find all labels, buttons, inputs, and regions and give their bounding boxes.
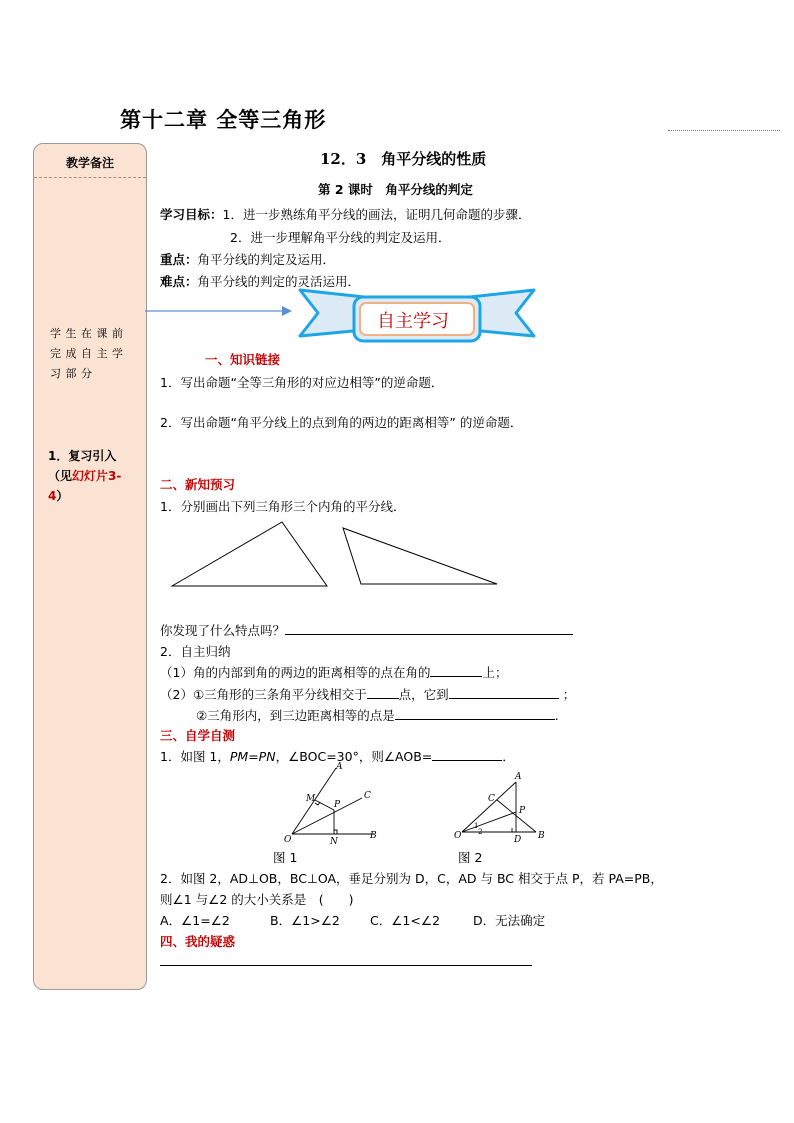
summary-1-text-b: 上；: [482, 665, 508, 680]
summary-2-blank-b[interactable]: [449, 686, 559, 699]
fig2-label-d: D: [514, 835, 522, 845]
fig2-label-p: P: [519, 806, 526, 816]
key-point-text: 角平分线的判定及运用．: [197, 252, 336, 267]
sidebar-title: 教学备注: [65, 156, 114, 170]
figure-2: [452, 768, 552, 850]
summary-2-text-c: ；: [562, 687, 576, 702]
part2-found-question: [160, 621, 573, 639]
q1-condition-2: ，∠BOC=30°，则∠AOB=: [275, 749, 433, 764]
part2-question-2: 2．自主归纳: [160, 644, 231, 659]
summary-2-blank-a[interactable]: [367, 686, 399, 699]
fig1-label-m: M: [306, 794, 316, 804]
summary-3-blank[interactable]: [395, 707, 555, 720]
right-angle-n: [334, 830, 337, 834]
objective-1: 1．进一步熟练角平分线的画法，证明几何命题的步骤．: [222, 207, 531, 222]
section-title: 12．3 角平分线的性质: [320, 150, 487, 168]
fig1-label-a: A: [336, 762, 343, 772]
fig1-label-p: P: [334, 800, 341, 810]
summary-1-blank[interactable]: [430, 664, 482, 677]
summary-line-2: [160, 685, 575, 703]
option-b[interactable]: B．∠1>∠2: [270, 913, 340, 928]
fig2-label-c: C: [488, 794, 495, 804]
fig2-label-2: 2: [478, 828, 483, 836]
sidebar-note: 学生在课前完成自主学习部分: [50, 327, 128, 380]
summary-3-text-a: ②三角形内，到三边距离相等的点是: [196, 708, 395, 723]
lesson-title: 第 2 课时 角平分线的判定: [318, 182, 473, 197]
q1-condition-1: PM=PN: [229, 749, 276, 764]
figure-1-caption: 图 1: [273, 850, 298, 865]
ray-oc: [292, 798, 362, 834]
segment-oa: [462, 782, 516, 832]
objectives-label: 学习目标：: [160, 207, 223, 222]
summary-1-text-a: （1）角的内部到角的两边的距离相等的点在角的: [160, 665, 431, 680]
summary-3-text-b: .: [554, 708, 559, 723]
segment-op: [462, 812, 516, 832]
summary-line-1: [160, 663, 507, 681]
summary-line-3: [196, 706, 559, 724]
chapter-title: 第十二章 全等三角形: [120, 107, 327, 132]
doubts-answer-line[interactable]: [160, 965, 532, 966]
segment-bc: [497, 800, 536, 832]
sidebar-review-slides: 幻灯片3-4: [48, 469, 122, 503]
summary-2-text-a: （2）①三角形的三条角平分线相交于: [160, 687, 367, 702]
q1-end: ．: [502, 749, 515, 764]
part2-question-1: 1．分别画出下列三角形三个内角的平分线．: [160, 499, 406, 514]
fig1-label-c: C: [364, 791, 371, 801]
banner-label: 自主学习: [377, 311, 449, 332]
part3-question-2-line-2: 则∠1 与∠2 的大小关系是 ( ): [160, 892, 354, 907]
part2-heading: 二、新知预习: [160, 477, 236, 492]
part3-heading: 三、自学自测: [160, 728, 236, 743]
part4-heading: 四、我的疑惑: [160, 934, 236, 949]
objective-2: 2．进一步理解角平分线的判定及运用．: [230, 230, 451, 245]
q1-prefix: 1．如图 1，: [160, 749, 230, 764]
found-answer-blank[interactable]: [285, 622, 573, 635]
part1-question-2: 2．写出命题“角平分线上的点到角的两边的距离相等” 的逆命题．: [160, 415, 523, 430]
q1-answer-blank[interactable]: [432, 748, 502, 761]
option-c[interactable]: C．∠1<∠2: [370, 913, 441, 928]
fig1-label-o: O: [284, 835, 292, 845]
fig2-label-1: 1: [474, 822, 479, 830]
key-point-label: 重点：: [160, 252, 198, 267]
difficulty-text: 角平分线的判定的灵活运用．: [197, 274, 361, 289]
difficulty-label: 难点：: [160, 274, 198, 289]
part3-question-2-line-1: 2．如图 2，AD⊥OB，BC⊥OA，垂足分别为 D，C，AD 与 BC 相交于点 P，若 PA=PB，: [160, 871, 663, 886]
fig2-label-b: B: [538, 831, 545, 841]
option-d[interactable]: D．无法确定: [473, 913, 546, 928]
fig2-label-a: A: [515, 772, 522, 782]
part1-question-1: 1．写出命题“全等三角形的对应边相等”的逆命题．: [160, 375, 444, 390]
fig1-label-b: B: [370, 831, 377, 841]
found-question-text: 你发现了什么特点吗？: [160, 623, 286, 638]
summary-2-text-b: 点，它到: [398, 687, 449, 702]
sidebar-review-prefix: 1．复习引入（见: [48, 449, 117, 483]
triangle-right: [343, 528, 497, 584]
figure-1: [282, 760, 392, 848]
triangle-left: [172, 522, 327, 586]
sidebar-review-suffix: ）: [56, 489, 69, 503]
figure-2-caption: 图 2: [458, 850, 483, 865]
fig2-label-o: O: [454, 831, 462, 841]
option-a[interactable]: A．∠1=∠2: [160, 913, 230, 928]
part1-heading: 一、知识链接: [205, 352, 281, 367]
right-angle-m: [315, 802, 320, 805]
fig1-label-n: N: [330, 837, 338, 847]
